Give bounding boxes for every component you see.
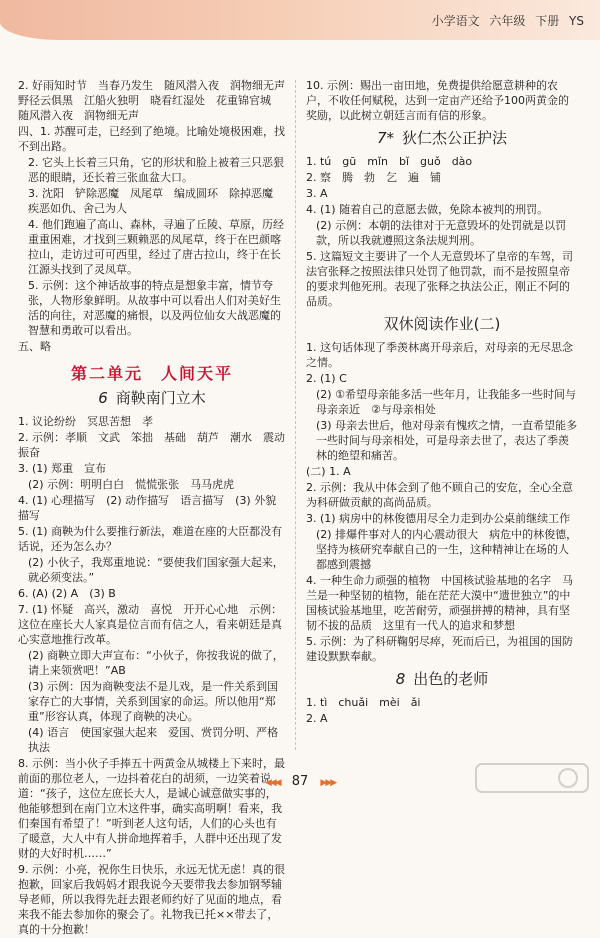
left-item: 2. 好雨知时节 当春乃发生 随风潜入夜 润物细无声 野径云俱黑 江船火独明 晓看红湿处 花重锦官城 随风潜入夜 润物细无声 <box>18 79 296 122</box>
lesson-number: 7* <box>376 129 395 147</box>
section-title: 双休阅读作业(二) <box>383 315 501 333</box>
watermark-logo-icon <box>472 758 592 798</box>
answer: 4. (1) 随着自己的意愿去做，免除本被判的刑罚。 <box>306 203 549 216</box>
answer: 2. 示例：孝顺 文武 笨拙 基础 葫芦 潮水 震动 振奋 <box>18 431 296 459</box>
answer: 1. 议论纷纷 冥思苦想 孝 <box>18 415 153 428</box>
lesson-name: 出色的老师 <box>413 670 489 688</box>
answer: 3. A <box>306 187 328 200</box>
answer: 5. 示例：为了科研鞠躬尽瘁，死而后已，为祖国的国防建设默默奉献。 <box>306 635 573 663</box>
answer: (2) 商鞅立即大声宣布：“小伙子，你按我说的做了，请上来领赏吧！”AB <box>28 649 284 677</box>
left-item: 4. 他们跑遍了高山、森林，寻遍了丘陵、草原，历经重重困难，才找到三颗赖恶的凤尾草，终于在巴颜喀拉山，走访过可可西里，经过了唐古拉山，终于在长江源头找到了灵凤草。 <box>28 218 284 276</box>
answer: 1. 这句话体现了季羡林离开母亲后，对母亲的无尽思念之情。 <box>306 341 573 369</box>
answer: 2. (1) C <box>306 372 347 385</box>
answer: 2. A <box>306 712 328 725</box>
prev-arrows-icon: ◀◀◀ <box>264 778 280 788</box>
unit-title: 第二单元 人间天平 <box>70 364 233 383</box>
left-column <box>18 78 296 938</box>
lesson-number: 8 <box>395 670 406 688</box>
lesson-title <box>306 672 578 687</box>
answer: (二) 1. A <box>306 465 351 478</box>
next-arrows-icon: ▶▶▶ <box>320 778 336 788</box>
answer: (4) 语言 使国家强大起来 爱国、赏罚分明、严格执法 <box>28 726 279 754</box>
left-item: 2. 它头上长着三只角，它的形状和脸上被着三只恶狠恶的眼睛，还长着三张血盆大口。 <box>28 156 284 184</box>
answer: 3. (1) 病房中的林俊德用尽全力走到办公桌前继续工作 <box>306 512 571 525</box>
answer: 1. tì chuǎi mèi ǎi <box>306 696 421 709</box>
left-item: 四、1. 苏醒可走，已经到了绝境。比喻处境极困难，找不到出路。 <box>18 125 285 153</box>
answer: 1. tú gū mǐn bǐ guǒ dào <box>306 155 473 168</box>
answer: (3) 示例：因为商鞅变法不是儿戏，是一件关系到国家存亡的大事情，关系到国家的命运。所以他用“郑重”形容认真，体现了商鞅的决心。 <box>28 680 279 723</box>
column-divider <box>295 80 296 750</box>
right-column <box>306 78 578 727</box>
answer: 9. 示例：小亮，祝你生日快乐，永远无忧无虑！真的很抱歉，回家后我妈妈才跟我说今天要带我去参加钢琴辅导老师，所以我得先赶去跟老师约好了见面的地点，看来我不能去参加你的聚会了。礼物我已托××带去了，真的十分抱歉！ <box>18 863 285 936</box>
left-item: 3. 沈阳 铲除恶魔 凤尾草 编成圆环 除掉恶魔 疾恶如仇、舍己为人 <box>28 187 284 215</box>
lesson-title <box>18 391 286 406</box>
lesson-number: 6 <box>98 389 108 407</box>
answer: (2) 示例：明明白白 慌慌张张 马马虎虎 <box>28 478 235 491</box>
answer: 10. 示例：赐出一亩田地，免费提供给愿意耕种的农户，不收任何赋税，达到一定亩产还给予100两黄金的奖励，以此树立朝廷言而有信的形象。 <box>306 79 569 122</box>
answer: 7. (1) 怀疑 高兴，激动 喜悦 开开心心地 示例：这位在座长大人家真是位言而有信之人，看来朝廷是真心实意地推行改革。 <box>18 603 283 646</box>
lesson-title <box>306 131 578 146</box>
answer: (2) 小伙子，我郑重地说：“要使我们国家强大起来，就必须变法。” <box>28 556 284 584</box>
answer: 3. (1) 郑重 宣布 <box>18 462 107 475</box>
page-footer <box>240 774 360 789</box>
answer: 4. 一种生命力顽强的植物 中国核试验基地的名字 马兰是一种坚韧的植物，能在茫茫大漠中“遗世独立”的中国核试验基地里，吃苦耐劳，顽强拼搏的精神，具有坚韧不拔的品质 这里有一代人的追求和梦想 <box>306 574 573 632</box>
lesson-name: 商鞅南门立木 <box>115 389 206 407</box>
answer: 4. (1) 心理描写 (2) 动作描写 语言描写 (3) 外貌描写 <box>18 494 277 522</box>
header-band <box>0 0 600 40</box>
answer: (2) 示例：本朝的法律对于无意毁坏的处罚就是以罚款，所以我就遵照这条法规判刑。 <box>316 219 567 247</box>
answer: 8. 示例：当小伙子手捧五十两黄金从城楼上下来时，最前面的那位老人，一边抖着花白的胡须，一边笑着说道：“孩子，这位左庶长大人，是诚心诚意做实事的，他能够想到在南门立木这件事，确实高明啊！看来，我们秦国有希望了！”听到老人这句话，人们的心头也有了暖意，大人中有人拼命地挥着手，人群中还出现了发财的大好时机……” <box>18 757 285 860</box>
answer: 6. (A) (2) A (3) B <box>18 587 116 600</box>
answer: 5. (1) 商鞅为什么要推行新法，难道在座的大臣都没有话说，还为怎么办？ <box>18 525 283 553</box>
answer: 5. 这篇短文主要讲了一个人无意毁坏了皇帝的车驾，司法官张释之按照法律只处罚了他罚款，而不是按照皇帝的要求判他死刑。表现了张释之执法公正，刚正不阿的品质。 <box>306 250 573 308</box>
page-number: 87 <box>291 774 309 789</box>
answer: (2) ①希望母亲能多活一些年月，让我能多一些时间与母亲亲近 ②与母亲相处 <box>316 388 576 416</box>
lesson-name: 狄仁杰公正护法 <box>402 129 508 147</box>
header-text: 小学语文 六年级 下册 YS <box>431 14 584 28</box>
left-item: 5. 示例：这个神话故事的特点是想象丰富，情节夸张，人物形象鲜明。从故事中可以看出人们对美好生活的向往，对恶魔的痛恨，以及两位仙女大战恶魔的智慧和勇敢可以看出。 <box>28 279 281 337</box>
answer: 2. 察 腾 勃 乞 遍 铺 <box>306 171 441 184</box>
answer: 2. 示例：我从中体会到了他不顾自己的安危，全心全意为科研做贡献的高尚品质。 <box>306 481 573 509</box>
left-item: 五、略 <box>18 340 51 353</box>
answer: (3) 母亲去世后，他对母亲有愧疚之情，一直希望能多一些时间与母亲相处，可是母亲去世了，表达了季羡林的绝望和痛苦。 <box>316 419 578 462</box>
answer: (2) 排爆件事对人的内心震动很大 病危中的林俊德，坚持为核研究奉献自己的一生，这种精神让在场的人都感到震撼 <box>316 528 578 571</box>
